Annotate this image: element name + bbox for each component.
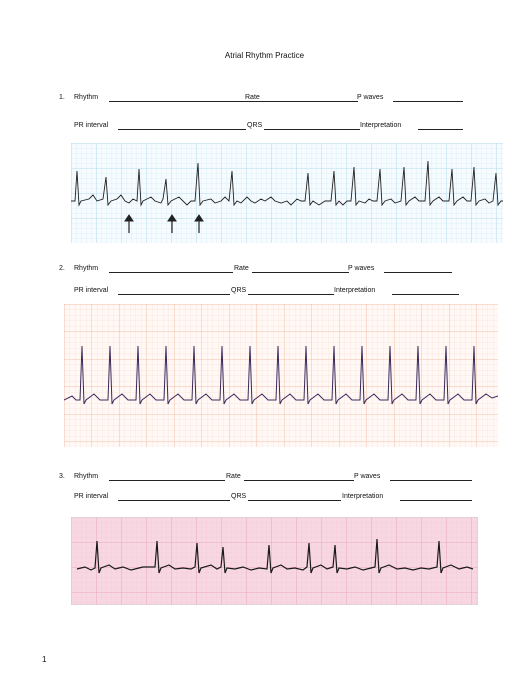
q1-rate-label: Rate xyxy=(245,94,260,101)
q2-pr-label: PR interval xyxy=(74,287,109,294)
q3-rhythm-blank[interactable] xyxy=(109,473,225,481)
page-title: Atrial Rhythm Practice xyxy=(224,51,305,60)
q1-interp-label: Interpretation xyxy=(360,122,402,129)
q3-qrs-label: QRS xyxy=(231,493,247,500)
q1-qrs-blank[interactable] xyxy=(264,122,360,130)
q3-pwaves-label: P waves xyxy=(354,473,381,480)
q3-rate-label: Rate xyxy=(226,473,241,480)
q1-rhythm-label: Rhythm xyxy=(74,94,99,101)
q2-number: 2. xyxy=(59,265,65,272)
q2-qrs-blank[interactable] xyxy=(248,287,334,295)
q3-qrs-blank[interactable] xyxy=(248,493,341,501)
q2-pwaves-label: P waves xyxy=(348,265,375,272)
q3-number: 3. xyxy=(59,473,65,480)
q1-pr-blank[interactable] xyxy=(118,122,246,130)
q3-pwaves-blank[interactable] xyxy=(390,473,472,481)
q1-pr-label: PR interval xyxy=(74,122,109,129)
q3-pr-label: PR interval xyxy=(74,493,109,500)
page-number: 1 xyxy=(42,655,47,664)
q2-rhythm-label: Rhythm xyxy=(74,265,99,272)
q3-pr-blank[interactable] xyxy=(118,493,230,501)
q1-qrs-label: QRS xyxy=(247,122,263,129)
q1-rate-blank[interactable] xyxy=(263,94,358,102)
q1-interp-blank[interactable] xyxy=(418,122,463,130)
q3-interp-blank[interactable] xyxy=(400,493,472,501)
q2-pwaves-blank[interactable] xyxy=(384,265,452,273)
q2-interp-label: Interpretation xyxy=(334,287,376,294)
q2-rate-label: Rate xyxy=(234,265,249,272)
q2-rhythm-blank[interactable] xyxy=(109,265,233,273)
ecg-strip-1 xyxy=(71,143,503,243)
q1-pwaves-label: P waves xyxy=(357,94,384,101)
q2-rate-blank[interactable] xyxy=(252,265,349,273)
ecg-strip-2 xyxy=(64,304,498,447)
q3-rhythm-label: Rhythm xyxy=(74,473,99,480)
ecg-strip-3 xyxy=(71,517,478,605)
q2-qrs-label: QRS xyxy=(231,287,247,294)
q2-interp-blank[interactable] xyxy=(392,287,459,295)
q2-pr-blank[interactable] xyxy=(118,287,230,295)
q1-number: 1. xyxy=(59,94,65,101)
q1-pwaves-blank[interactable] xyxy=(393,94,463,102)
q3-rate-blank[interactable] xyxy=(244,473,354,481)
q3-interp-label: Interpretation xyxy=(342,493,384,500)
